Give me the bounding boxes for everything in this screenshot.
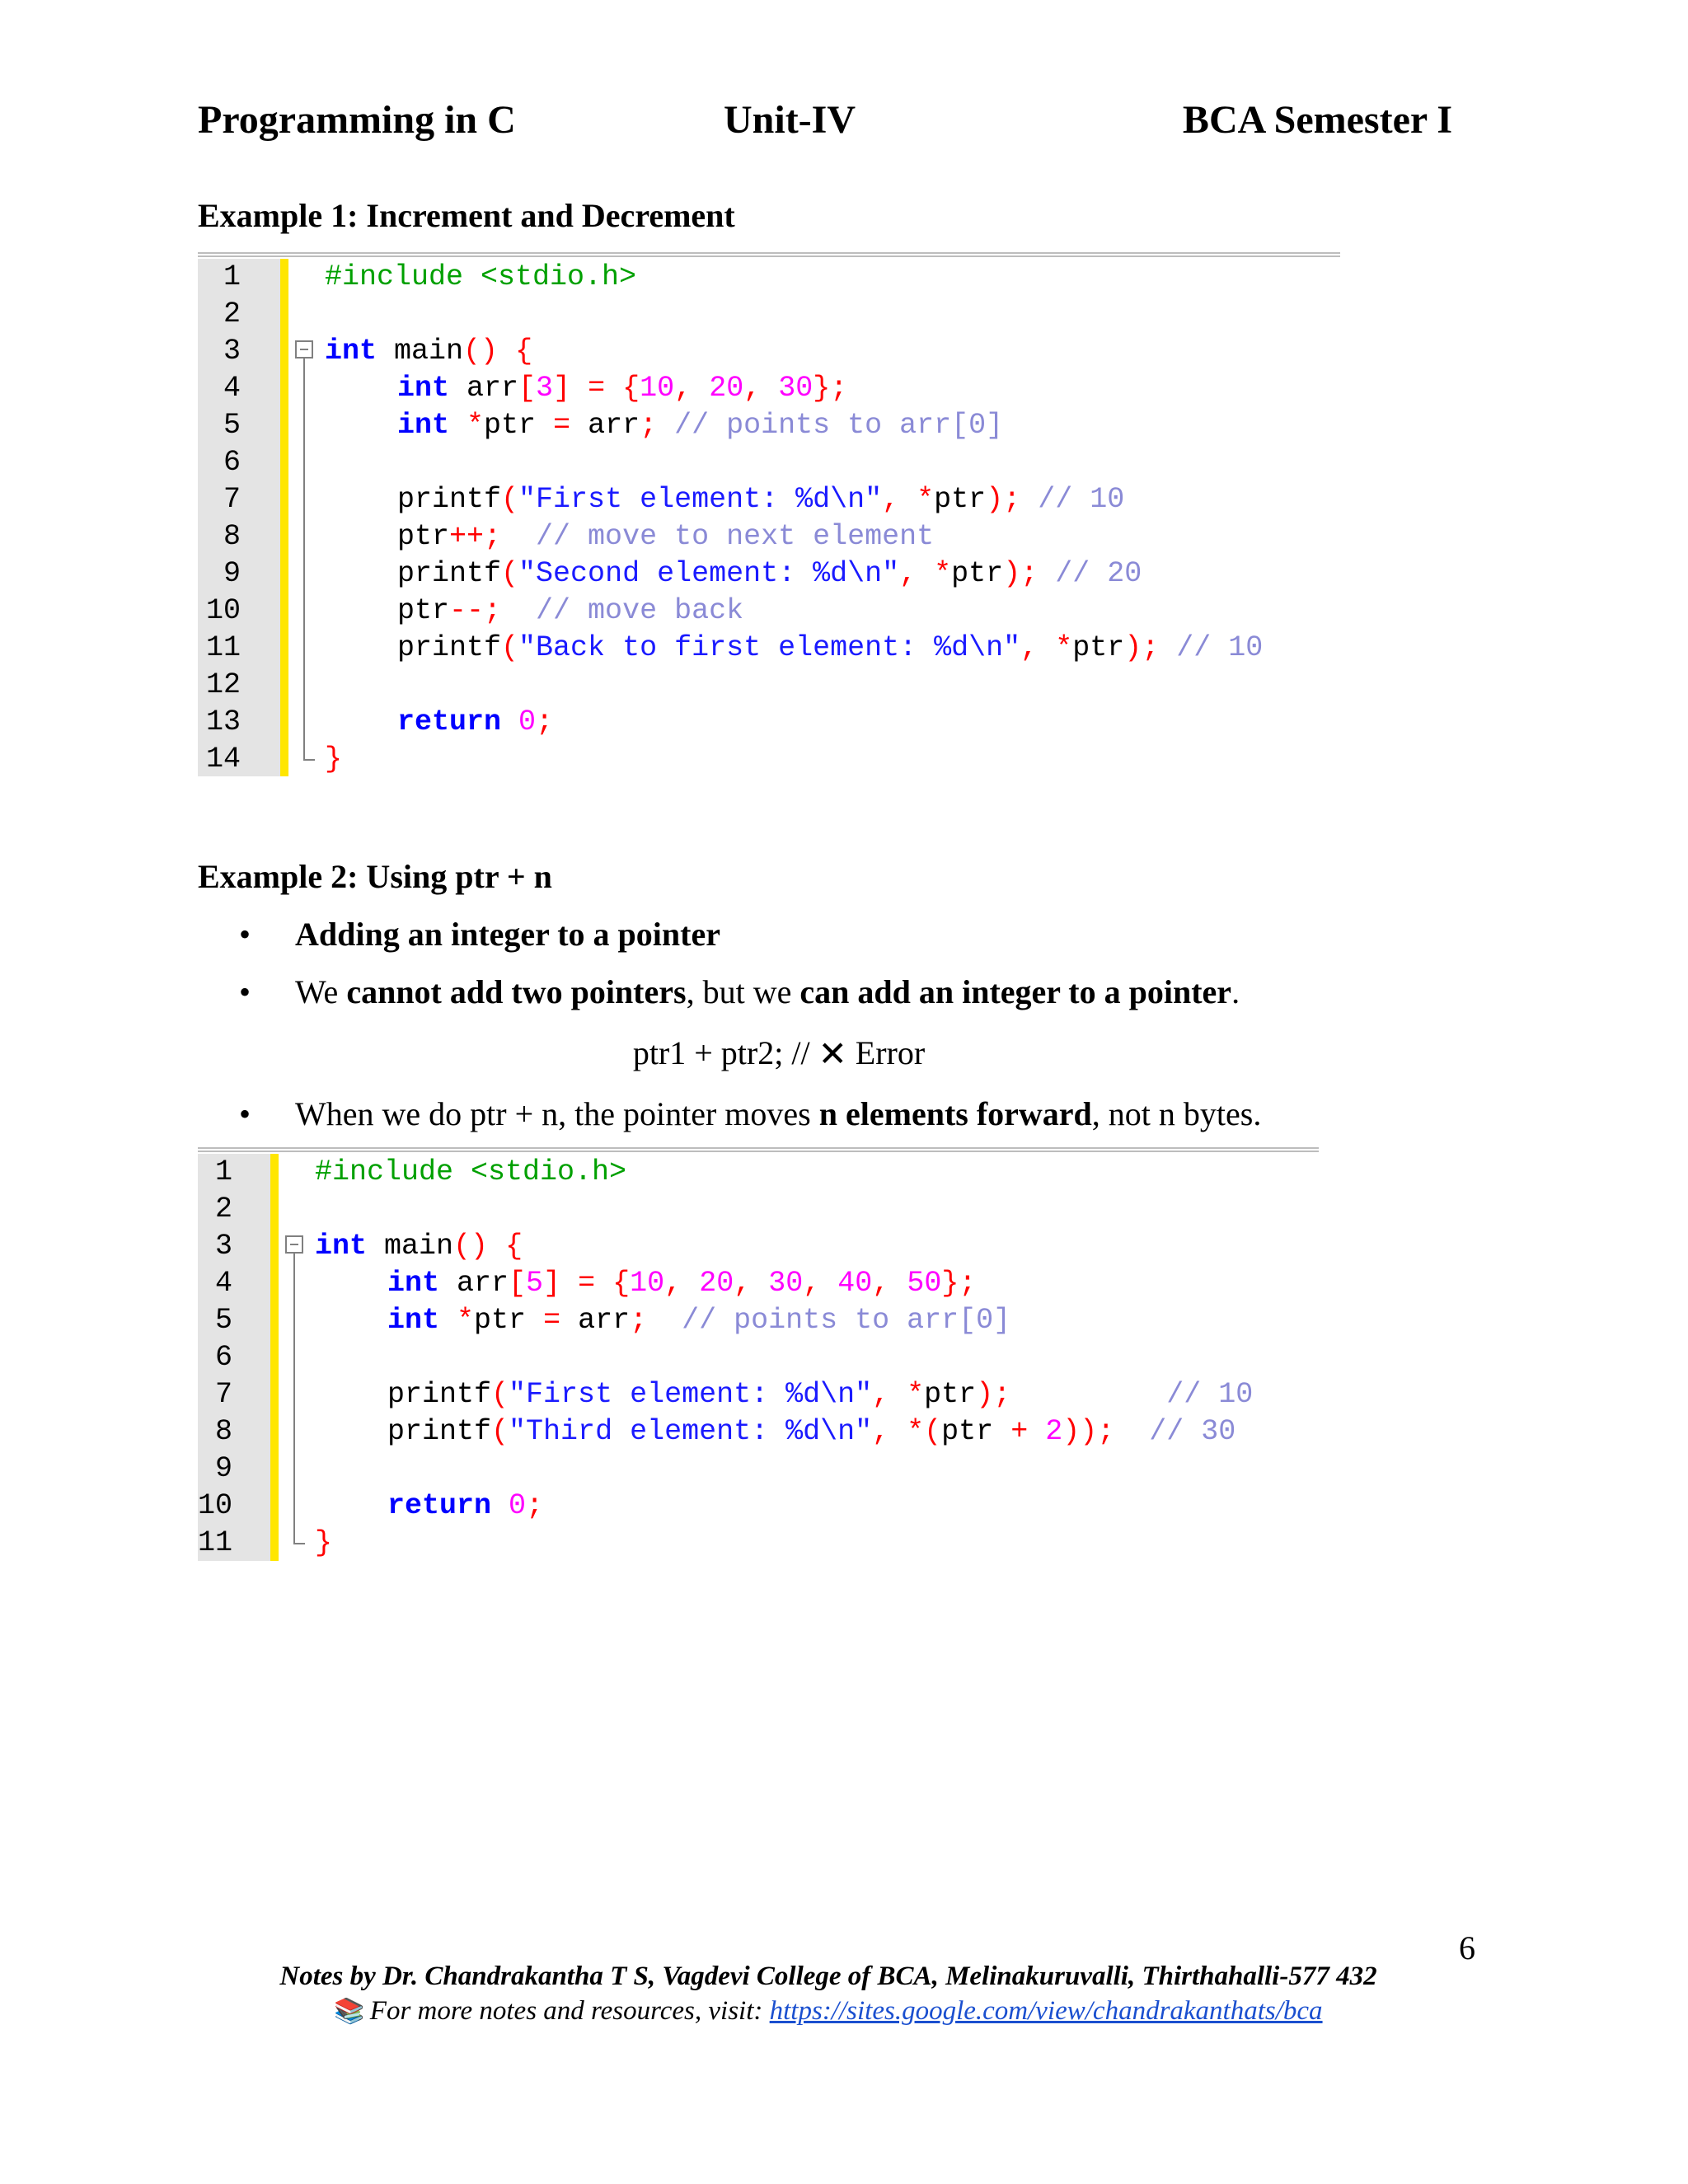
footer-author-note: Notes by Dr. Chandrakantha T S, Vagdevi College of BCA, Melinakuruvalli, Thirthahalli-577 432 — [279, 1961, 1377, 1991]
fold-end-marker — [303, 759, 315, 761]
header-semester: BCA Semester I — [1182, 98, 1452, 142]
code-line: printf("Second element: %d\n", *ptr); // 20 — [397, 557, 1142, 590]
fold-toggle-icon[interactable] — [285, 1235, 303, 1254]
line-number: 3 — [214, 1230, 232, 1263]
code-line: int *ptr = arr; // points to arr[0] — [397, 409, 1004, 442]
fold-toggle-icon[interactable] — [295, 340, 313, 359]
code-line: printf("First element: %d\n", *ptr); // 10 — [397, 483, 1125, 516]
line-number: 8 — [214, 1415, 232, 1448]
line-number: 4 — [214, 1267, 232, 1300]
bullet-marker: • — [239, 973, 251, 1010]
page-number: 6 — [1459, 1929, 1475, 1966]
code-line: int *ptr = arr; // points to arr[0] — [387, 1304, 1011, 1337]
book-icon: 📚 — [334, 1997, 365, 2026]
line-number: 7 — [214, 1378, 232, 1411]
change-bar — [280, 259, 288, 776]
line-number: 14 — [205, 743, 241, 776]
code-line: printf("Back to first element: %d\n", *ptr); // 10 — [397, 631, 1264, 664]
cross-mark-icon: ✕ — [818, 1033, 847, 1074]
header-course-title: Programming in C — [198, 98, 516, 142]
fold-guide-line — [293, 1254, 295, 1544]
code-line: #include <stdio.h> — [315, 1155, 627, 1188]
fold-guide-line — [303, 359, 305, 761]
code-block-example1 — [198, 252, 1340, 776]
line-number: 3 — [223, 335, 241, 368]
line-number: 11 — [205, 631, 241, 664]
line-number: 5 — [223, 409, 241, 442]
bullet-cannot-add-pointers: We cannot add two pointers, but we can add an integer to a pointer. — [295, 973, 1240, 1010]
code-line: int main() { — [315, 1230, 523, 1263]
code-line: printf("Third element: %d\n", *(ptr + 2)); // 30 — [387, 1415, 1236, 1448]
code-line: return 0; — [397, 705, 554, 738]
code-line: int main() { — [325, 335, 533, 368]
line-number: 6 — [214, 1341, 232, 1374]
line-number: 4 — [223, 372, 241, 405]
example1-title: Example 1: Increment and Decrement — [198, 197, 735, 234]
code-line: } — [325, 743, 343, 776]
line-number: 7 — [223, 483, 241, 516]
code-line: int arr[5] = {10, 20, 30, 40, 50}; — [387, 1267, 977, 1300]
code-line: } — [315, 1526, 333, 1559]
line-number: 13 — [205, 705, 241, 738]
bullet-marker: • — [239, 1095, 251, 1132]
line-number: 2 — [223, 298, 241, 330]
line-number: 9 — [214, 1452, 232, 1485]
example2-title: Example 2: Using ptr + n — [198, 858, 552, 895]
bullet-marker: • — [239, 916, 251, 953]
change-bar — [270, 1154, 279, 1561]
code-line: ptr++; // move to next element — [397, 520, 935, 553]
error-example-line: ptr1 + ptr2; // ✕ Error — [632, 1033, 926, 1074]
code-line: int arr[3] = {10, 20, 30}; — [397, 372, 848, 405]
code-block-border — [198, 1147, 1319, 1152]
line-number: 10 — [198, 1489, 233, 1522]
code-line: ptr--; // move back — [397, 594, 744, 627]
line-number: 2 — [214, 1193, 232, 1226]
line-number: 5 — [214, 1304, 232, 1337]
line-number: 6 — [223, 446, 241, 479]
line-number: 9 — [223, 557, 241, 590]
resources-link[interactable]: https://sites.google.com/view/chandrakanthats/bca — [769, 1996, 1323, 2026]
line-number: 11 — [198, 1526, 233, 1559]
footer-resources: 📚 For more notes and resources, visit: https://sites.google.com/view/chandrakanthats/bca — [0, 1994, 1657, 2028]
line-number: 8 — [223, 520, 241, 553]
header-unit: Unit-IV — [724, 98, 856, 142]
line-number: 12 — [205, 668, 241, 701]
line-number: 1 — [214, 1155, 232, 1188]
fold-end-marker — [293, 1543, 305, 1544]
code-block-example2 — [198, 1147, 1319, 1559]
code-line: printf("First element: %d\n", *ptr); // 10 — [387, 1378, 1254, 1411]
code-line: #include <stdio.h> — [325, 260, 637, 293]
line-number: 10 — [205, 594, 241, 627]
bullet-ptr-plus-n: When we do ptr + n, the pointer moves n elements forward, not n bytes. — [295, 1095, 1262, 1132]
code-block-border — [198, 252, 1340, 257]
code-line: return 0; — [387, 1489, 544, 1522]
line-number: 1 — [223, 260, 241, 293]
bullet-adding-integer: Adding an integer to a pointer — [295, 916, 720, 953]
